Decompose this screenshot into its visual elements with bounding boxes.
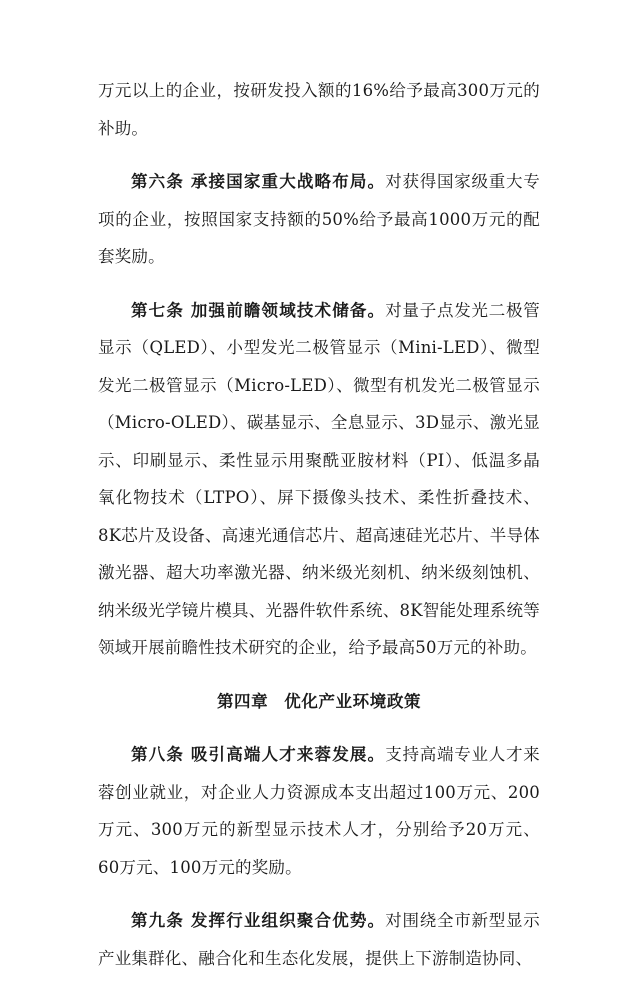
article-8-body: 支持高端专业人才来蓉创业就业，对企业人力资源成本支出超过100万元、200万元、300万元的新型显示技术人才，分别给予20万元、60万元、100万元的奖励。 — [98, 745, 540, 877]
article-9-body: 对围绕全市新型显示产业集群化、融合化和生态化发展，提供上下游制造协同、 — [98, 911, 540, 968]
article-7-heading: 第七条 加强前瞻领域技术储备。 — [131, 300, 386, 320]
paragraph-continued — [98, 72, 540, 147]
article-6-body: 对获得国家级重大专项的企业，按照国家支持额的50%给予最高1000万元的配套奖励。 — [98, 172, 540, 266]
paragraph-text: 万元以上的企业，按研发投入额的16%给予最高300万元的补助。 — [98, 81, 540, 138]
article-9-heading: 第九条 发挥行业组织聚合优势。 — [131, 911, 386, 930]
article-9 — [98, 902, 540, 977]
article-6 — [98, 163, 540, 276]
chapter-title: 优化产业环境政策 — [284, 691, 422, 711]
article-6-heading: 第六条 承接国家重大战略布局。 — [131, 172, 386, 191]
chapter-number: 第四章 — [216, 691, 269, 711]
article-8 — [98, 736, 540, 886]
document-body — [98, 72, 540, 993]
article-7-body: 对量子点发光二极管显示（QLED）、小型发光二极管显示（Mini-LED）、微型发光二极管显示（Micro-LED）、微型有机发光二极管显示（Micro-OLED）、碳基显示、全息显示、3D显示、激光显示、印刷显示、柔性显示用聚酰亚胺材料（PI）、低温多晶氧化物技术（LTPO）、屏下摄像头技术、柔性折叠技术、8K芯片及设备、高速光通信芯片、超高速硅光芯片、半导体激光器、超大功率激光器、纳米级光刻机、纳米级刻蚀机、纳米级光学镜片模具、光器件软件系统、8K智能处理系统等领域开展前瞻性技术研究的企业，给予最高50万元的补助。 — [98, 300, 540, 657]
article-7 — [98, 292, 540, 667]
article-8-heading: 第八条 吸引高端人才来蓉发展。 — [131, 745, 386, 764]
chapter-4-title — [98, 683, 540, 721]
